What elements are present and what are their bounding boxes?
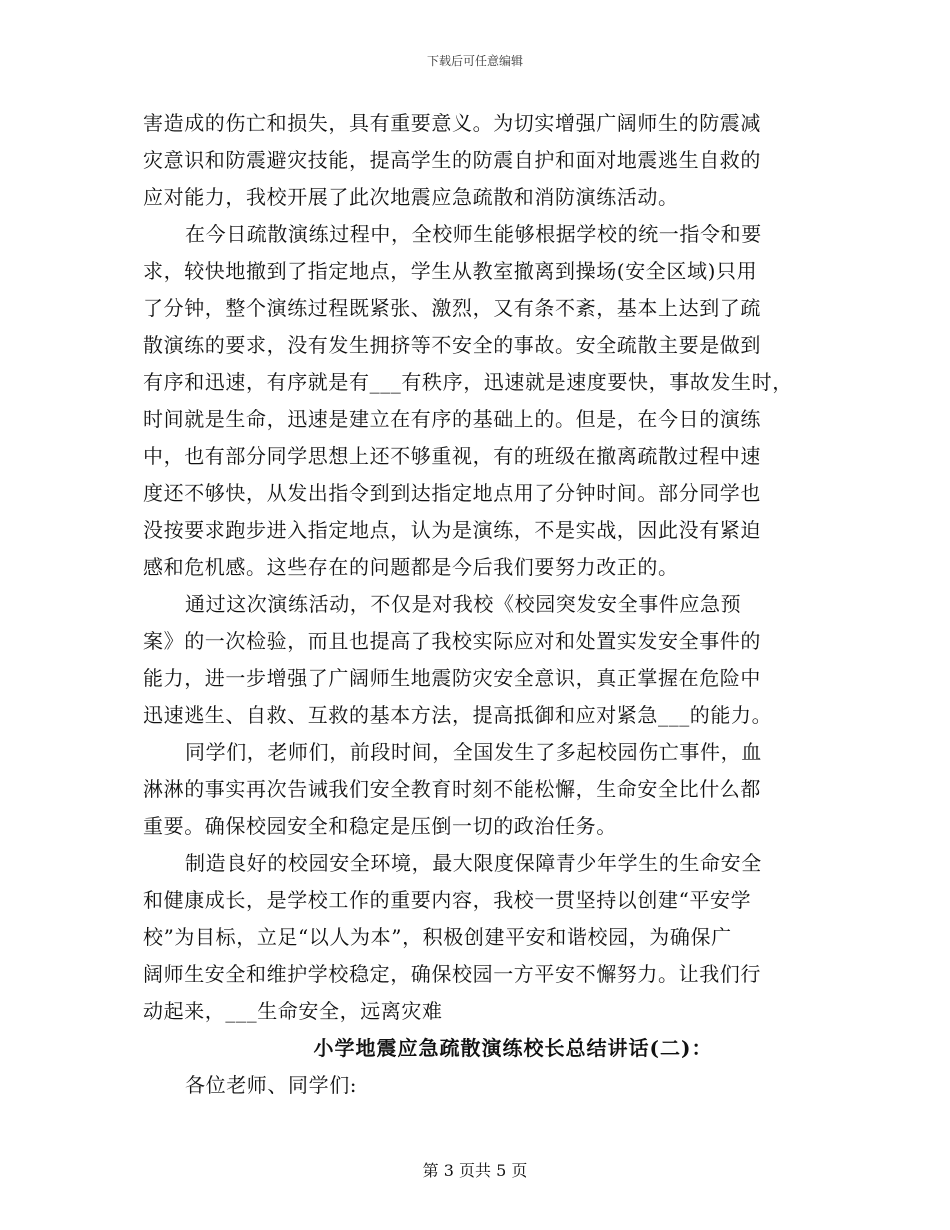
text-line: 案》的一次检验，而且也提高了我校实际应对和处置实发安全事件的: [143, 629, 761, 653]
text-line: 感和危机感。这些存在的问题都是今后我们要努力改正的。: [143, 555, 679, 579]
text-line: 有序和迅速，有序就是有___有秩序，迅速就是速度要快，事故发生时，: [143, 370, 793, 394]
text-line: 动起来，___生命安全，远离灾难: [143, 999, 443, 1023]
text-line: 散演练的要求，没有发生拥挤等不安全的事故。安全疏散主要是做到: [143, 333, 761, 357]
text-line: 中，也有部分同学思想上还不够重视，有的班级在撤离疏散过程中速: [143, 444, 761, 468]
text-line: 灾意识和防震避灾技能，提高学生的防震自护和面对地震逃生自救的: [143, 148, 761, 172]
text-line: 能力，进一步增强了广阔师生地震防灾安全意识，真正掌握在危险中: [143, 666, 761, 690]
text-line: 通过这次演练活动，不仅是对我校《校园突发安全事件应急预: [185, 592, 742, 616]
text-line: 应对能力，我校开展了此次地震应急疏散和消防演练活动。: [143, 185, 679, 209]
text-line: 害造成的伤亡和损失，具有重要意义。为切实增强广阔师生的防震减: [143, 111, 761, 135]
page-header: 下载后可任意编辑: [426, 54, 523, 68]
document-body: [143, 105, 823, 1104]
page-footer: 第 3 页共 5 页: [422, 1161, 528, 1180]
text-line: 迅速逃生、自救、互救的基本方法，提高抵御和应对紧急___的能力。: [143, 703, 773, 727]
section-title: 小学地震应急疏散演练校长总结讲话(二)：: [313, 1036, 713, 1060]
text-line: 重要。确保校园安全和稳定是压倒一切的政治任务。: [143, 814, 617, 838]
text-line: 度还不够快，从发出指令到到达指定地点用了分钟时间。部分同学也: [143, 481, 761, 505]
text-line: 求，较快地撤到了指定地点，学生从教室撤离到操场(安全区域)只用: [143, 259, 758, 283]
text-line: 阔师生安全和维护学校稳定，确保校园一方平安不懈努力。让我们行: [143, 962, 761, 986]
text-line: 时间就是生命，迅速是建立在有序的基础上的。但是，在今日的演练: [143, 407, 761, 431]
text-line: 和健康成长，是学校工作的重要内容，我校一贯坚持以创建“平安学: [143, 888, 752, 912]
text-line: 淋淋的事实再次告诫我们安全教育时刻不能松懈，生命安全比什么都: [143, 777, 761, 801]
text-line: 了分钟，整个演练过程既紧张、激烈，又有条不紊，基本上达到了疏: [143, 296, 761, 320]
salutation-line: 各位老师、同学们:: [185, 1073, 358, 1097]
text-line: 校”为目标，立足“以人为本”，积极创建平安和谐校园，为确保广: [143, 925, 732, 949]
text-line: 同学们，老师们，前段时间，全国发生了多起校园伤亡事件，血: [185, 740, 762, 764]
text-line: 在今日疏散演练过程中，全校师生能够根据学校的统一指令和要: [185, 222, 762, 246]
text-line: 没按要求跑步进入指定地点，认为是演练，不是实战，因此没有紧迫: [143, 518, 761, 542]
text-line: 制造良好的校园安全环境，最大限度保障青少年学生的生命安全: [185, 851, 762, 875]
